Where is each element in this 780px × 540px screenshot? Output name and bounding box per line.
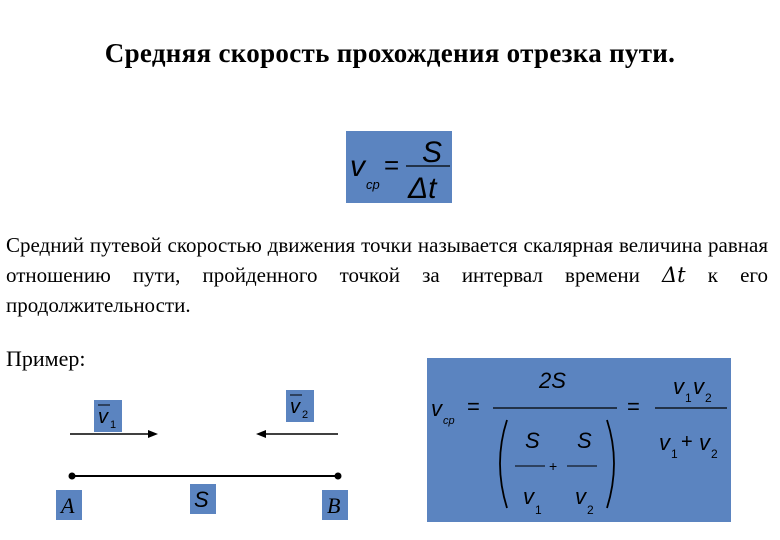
- slide-title: Средняя скорость прохождения отрезка пути.: [104, 38, 676, 68]
- ex-equals: =: [467, 394, 480, 419]
- distance-label: S: [194, 487, 209, 512]
- arrow-left-head: [256, 430, 266, 438]
- ex-rhs-num-v2-subscript: 2: [705, 391, 712, 405]
- motion-diagram: [0, 380, 420, 530]
- ex-numerator-2s: 2S: [539, 368, 566, 393]
- example-label: Пример:: [6, 346, 86, 371]
- ex-equals-2: =: [627, 394, 640, 419]
- definition-paragraph: [6, 230, 768, 320]
- v1-subscript: 1: [110, 419, 117, 431]
- ex-den-v1: v: [523, 484, 534, 509]
- point-b-dot: [335, 473, 342, 480]
- v1-label: v: [98, 406, 108, 428]
- point-a-label: A: [61, 493, 75, 518]
- ex-lhs: v: [431, 396, 442, 421]
- formula-denominator: Δt: [408, 172, 437, 203]
- formula-lhs: v: [350, 150, 365, 183]
- ex-right-paren: [607, 420, 614, 508]
- point-b-label: B: [327, 493, 341, 518]
- ex-den-v1-subscript: 1: [535, 503, 542, 517]
- formula-equals: =: [384, 150, 400, 180]
- example-formula: [427, 358, 731, 522]
- ex-s1: S: [525, 428, 540, 453]
- ex-plus: +: [549, 458, 558, 474]
- ex-rhs-den-v2: v: [699, 430, 710, 455]
- ex-s2: S: [577, 428, 592, 453]
- average-speed-formula: [346, 131, 452, 203]
- formula-lhs-subscript: ср: [366, 177, 380, 192]
- ex-rhs-num-v1: v: [673, 374, 684, 399]
- ex-den-v2: v: [575, 484, 586, 509]
- ex-rhs-num-v2: v: [693, 374, 704, 399]
- ex-rhs-den-v1: v: [659, 430, 670, 455]
- point-a-dot: [69, 473, 76, 480]
- formula-numerator: S: [422, 136, 443, 169]
- arrow-right-head: [148, 430, 158, 438]
- ex-rhs-den-v1-subscript: 1: [671, 447, 678, 461]
- ex-lhs-subscript: ср: [443, 415, 455, 427]
- ex-rhs-num-v1-subscript: 1: [685, 391, 692, 405]
- definition-text-end: к его продолжительности.: [6, 263, 769, 317]
- ex-den-v2-subscript: 2: [587, 503, 594, 517]
- ex-rhs-plus: +: [681, 431, 693, 453]
- ex-rhs-den-v2-subscript: 2: [711, 447, 718, 461]
- v2-label: v: [290, 396, 300, 418]
- definition-delta-t: Δt: [662, 263, 686, 287]
- definition-text-start: Средний путевой скоростью движения точки называется скалярная величина равная отношению пути, пройденного точкой за интервал времени: [6, 233, 768, 287]
- ex-left-paren: [500, 420, 507, 508]
- v2-subscript: 2: [302, 409, 309, 421]
